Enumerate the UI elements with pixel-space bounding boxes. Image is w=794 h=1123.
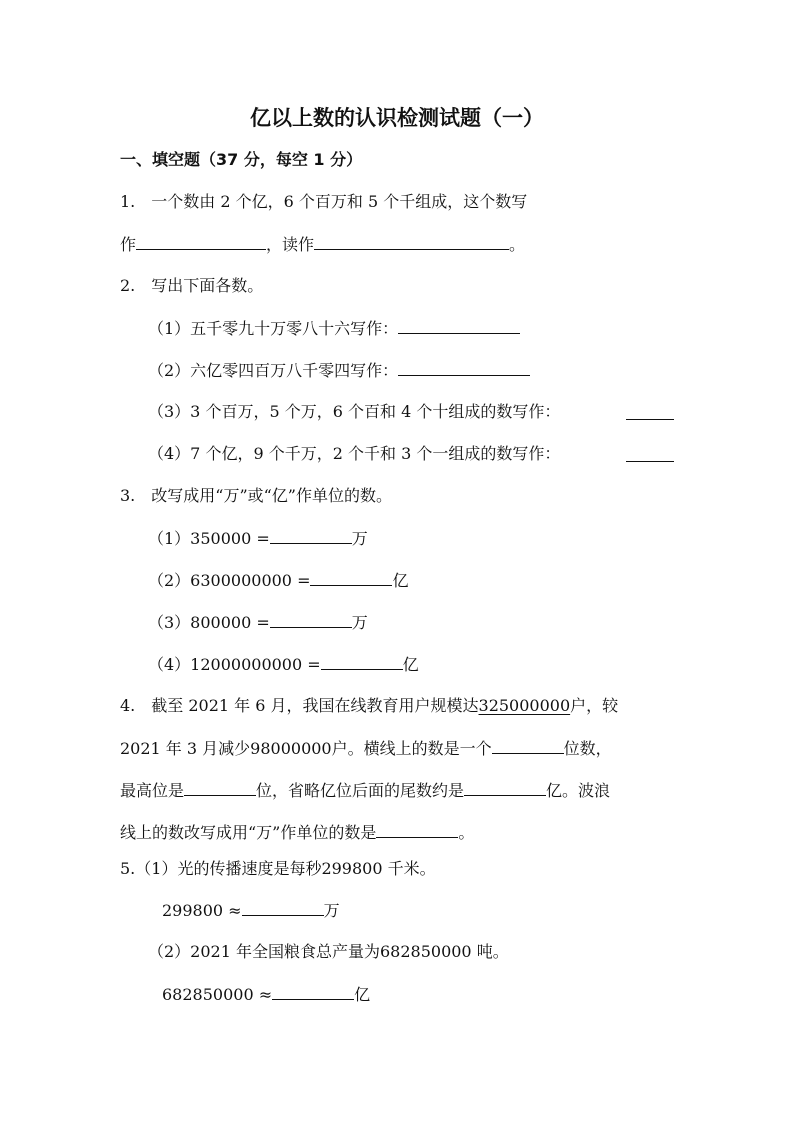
question-4-line-1 (120, 694, 618, 718)
q4-text-1b: 户，较 (570, 696, 619, 715)
q2-item-3-text: （3）3 个百万，5 个万，6 个百和 4 个十组成的数写作： (148, 402, 561, 421)
q2-item-2-text: （2）六亿零四百万八千零四写作： (148, 361, 399, 380)
q4-underlined-number: 325000000 (478, 696, 571, 715)
q2-item-1 (148, 316, 520, 341)
q2-item-4-blank[interactable] (626, 444, 674, 462)
q3-item-2 (148, 568, 409, 593)
q3-item-4-blank[interactable] (321, 652, 403, 670)
q3-item-1-expr: （1）350000 = (148, 529, 270, 548)
q4-text-3a: 最高位是 (120, 781, 185, 800)
q3-item-1-unit: 万 (351, 529, 368, 548)
q3-item-3-blank[interactable] (270, 610, 352, 628)
q5-unit-2: 亿 (354, 985, 371, 1004)
q1-blank-read[interactable] (314, 232, 509, 250)
q1-blank-write[interactable] (136, 232, 266, 250)
q3-item-4-expr: （4）12000000000 = (148, 655, 321, 674)
q2-item-3 (148, 400, 674, 424)
q1-text-b: ，读作 (266, 235, 315, 254)
q4-text-4a: 线上的数改写成用“万”作单位的数是 (120, 823, 377, 842)
q4-text-2b: 户。横线上的数是一个 (331, 739, 492, 758)
q3-item-2-blank[interactable] (310, 568, 392, 586)
q4-text-1a: 4. 截至 2021 年 6 月，我国在线教育用户规模达 (120, 696, 479, 715)
q5-unit-1: 万 (323, 901, 340, 920)
q4-blank-approx-yi[interactable] (464, 778, 546, 796)
section-heading-fill-blanks: 一、填空题（37 分，每空 1 分） (120, 150, 363, 169)
q1-text-c: 。 (509, 235, 526, 254)
question-1-line-2 (120, 232, 525, 257)
question-5-line-1: 5.（1）光的传播速度是每秒299800 千米。 (120, 859, 436, 878)
question-4-line-3 (120, 778, 610, 803)
question-3-heading: 3. 改写成用“万”或“亿”作单位的数。 (120, 486, 392, 505)
q5-expr-1: 299800 ≈ (162, 901, 242, 920)
q4-wavy-number: 98000000 (250, 739, 332, 758)
q4-text-2c: 位数， (563, 739, 612, 758)
question-5-line-2 (162, 898, 340, 923)
q5-blank-1[interactable] (242, 898, 324, 916)
q4-text-3c: 亿。波浪 (546, 781, 611, 800)
q3-item-3-unit: 万 (351, 613, 368, 632)
q2-item-1-blank[interactable] (398, 316, 520, 334)
question-5-line-4 (162, 982, 370, 1007)
q2-item-2 (148, 358, 530, 383)
q3-item-4 (148, 652, 419, 677)
q3-item-3 (148, 610, 368, 635)
q3-item-4-unit: 亿 (402, 655, 419, 674)
question-1-line-1: 1. 一个数由 2 个亿，6 个百万和 5 个千组成，这个数写 (120, 192, 528, 211)
q3-item-1 (148, 526, 368, 551)
q4-blank-wan[interactable] (376, 820, 458, 838)
q3-item-1-blank[interactable] (270, 526, 352, 544)
q4-text-3b: 位，省略亿位后面的尾数约是 (256, 781, 465, 800)
q4-text-4b: 。 (458, 823, 475, 842)
q2-item-2-blank[interactable] (398, 358, 530, 376)
q2-item-1-text: （1）五千零九十万零八十六写作： (148, 319, 399, 338)
q5-expr-2: 682850000 ≈ (162, 985, 273, 1004)
q2-item-4 (148, 442, 674, 466)
question-4-line-4 (120, 820, 474, 845)
q2-item-3-blank[interactable] (626, 402, 674, 420)
q3-item-2-expr: （2）6300000000 = (148, 571, 311, 590)
question-2-heading: 2. 写出下面各数。 (120, 276, 264, 295)
question-4-line-2 (120, 736, 612, 761)
page-title: 亿以上数的认识检测试题（一） (250, 106, 544, 130)
q4-blank-digits[interactable] (492, 736, 564, 754)
q3-item-3-expr: （3）800000 = (148, 613, 270, 632)
q5-blank-2[interactable] (272, 982, 354, 1000)
q1-text-a: 作 (120, 235, 137, 254)
q4-blank-highest-place[interactable] (184, 778, 256, 796)
question-5-line-3: （2）2021 年全国粮食总产量为682850000 吨。 (148, 942, 509, 961)
q2-item-4-text: （4）7 个亿，9 个千万，2 个千和 3 个一组成的数写作： (148, 444, 561, 463)
q3-item-2-unit: 亿 (392, 571, 409, 590)
q4-text-2a: 2021 年 3 月减少 (120, 739, 251, 758)
